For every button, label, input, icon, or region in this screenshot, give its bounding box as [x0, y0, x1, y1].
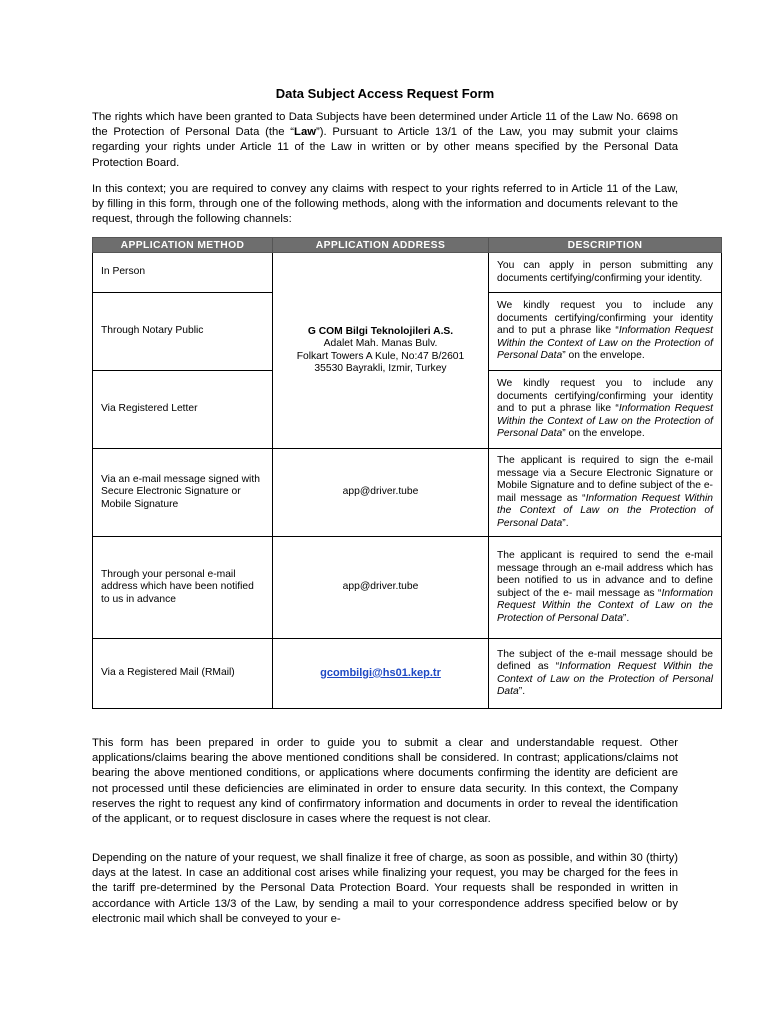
application-channels-table — [92, 237, 722, 709]
desc-text: ”. — [518, 686, 526, 697]
method-cell: Through your personal e-mail address which have been notified to us in advance — [93, 537, 273, 639]
intro-paragraph-2: In this context; you are required to convey any claims with respect to your rights referred to in Article 11 of the Law, by filling in this form, through one of the following methods, along with the information and documents relevant to the request, through the following channels: — [92, 183, 678, 226]
description-cell — [489, 293, 722, 371]
description-cell — [489, 449, 722, 537]
method-cell: Via Registered Letter — [93, 371, 273, 449]
outro-paragraph-1: This form has been prepared in order to guide you to submit a clear and understandable request. Other applications/claims bearing the above mentioned conditions shall be considered. In contrast; applications/claims not bearing the above mentioned conditions, or applications where documents confirming the identity are deficient are not processed until these deficiencies are eliminated in order to ensure data security. In this context, the Company reserves the right to request any kind of confirmatory information and documents in order to reveal the identification of the applicant, or to request disclosure in cases where the request is not clear. — [92, 737, 678, 826]
table-row — [93, 537, 722, 639]
desc-text: The applicant is required to sign the e-mail message via a Secure Electronic Signature or Mobile Signature and to define subject of the e-mail message as “ — [497, 455, 713, 504]
email-address-cell: app@driver.tube — [273, 537, 489, 639]
desc-text: ”. — [562, 517, 569, 529]
address-line: 35530 Bayrakli, Izmir, Turkey — [314, 363, 447, 374]
desc-phrase: Information Request Within the Context of Law on the Protection of Personal Data — [497, 661, 713, 697]
intro-text-part: ”). Pursuant to Article 13/1 of the Law, you may submit your claims regarding your rights under Article 11 of the Law in written or by other means specified by the Personal Data Protection Board. — [92, 126, 678, 169]
table-row — [93, 639, 722, 709]
desc-text: The applicant is required to send the e-mail message through an e-mail address which has been notified to us in advance and to define subject of the e- mail message as “ — [497, 550, 713, 599]
desc-phrase: Information Request Within the Context of Law on the Protection of Personal Data — [497, 492, 714, 529]
law-term: Law — [294, 126, 317, 139]
method-cell: Through Notary Public — [93, 293, 273, 371]
desc-text: We kindly request you to include any documents certifying/confirming your identity and to put a phrase like “ — [497, 378, 713, 415]
form-title: Data Subject Access Request Form — [275, 86, 495, 101]
email-address-cell: app@driver.tube — [273, 449, 489, 537]
intro-text-part: The rights which have been granted to Data Subjects have been determined under Article 11 of the Law No. 6698 on the Protection of Personal Data (the “ — [92, 111, 678, 139]
rmail-link[interactable]: gcombilgi@hs01.kep.tr — [320, 666, 441, 679]
desc-phrase: Information Request Within the Context of Law on the Protection of Personal Data — [497, 587, 713, 624]
desc-text: ”. — [622, 612, 630, 624]
desc-phrase: Information Request Within the Context of Law on the Protection of Personal Data — [497, 403, 713, 440]
method-cell: Via a Registered Mail (RMail) — [93, 639, 273, 709]
desc-phrase: Information Request Within the Context of Law on the Protection of Personal Data — [497, 325, 713, 362]
address-line: Adalet Mah. Manas Bulv. — [323, 338, 438, 349]
method-cell: In Person — [93, 253, 273, 293]
desc-text: ” on the envelope. — [562, 428, 645, 440]
address-line: Folkart Towers A Kule, No:47 B/2601 — [296, 350, 465, 362]
rmail-address-cell — [273, 639, 489, 709]
outro-paragraph-2: Depending on the nature of your request, we shall finalize it free of charge, as soon as possible, and within 30 (thirty) days at the latest. In case an additional cost arises while finalizing your request, you may be charged for the fees in the tariff pre-determined by the Personal Data Protection Board. Your requests shall be responded in written in accordance with Article 13/3 of the Law, by sending a mail to your correspondence address specified below or by electronic mail which shall be conveyed to your e- — [92, 852, 678, 925]
description-cell — [489, 371, 722, 449]
postal-address-cell — [273, 253, 489, 449]
header-application-method: APPLICATION METHOD — [93, 238, 273, 253]
header-application-address: APPLICATION ADDRESS — [273, 238, 489, 253]
table-row — [93, 253, 722, 293]
description-cell: You can apply in person submitting any documents certifying/confirming your identity. — [489, 253, 722, 293]
table-row — [93, 449, 722, 537]
method-cell: Via an e-mail message signed with Secure Electronic Signature or Mobile Signature — [93, 449, 273, 537]
description-cell — [489, 639, 722, 709]
intro-paragraph-1 — [92, 110, 678, 171]
desc-text: We kindly request you to include any documents certifying/confirming your identity and to put a phrase like “ — [497, 300, 713, 337]
desc-text: ” on the envelope. — [562, 350, 645, 362]
description-cell — [489, 537, 722, 639]
table-header-row — [93, 238, 722, 253]
header-description: DESCRIPTION — [489, 238, 722, 253]
company-name: G COM Bilgi Teknolojileri A.S. — [307, 325, 454, 337]
desc-text: The subject of the e-mail message should be defined as “ — [497, 648, 713, 672]
